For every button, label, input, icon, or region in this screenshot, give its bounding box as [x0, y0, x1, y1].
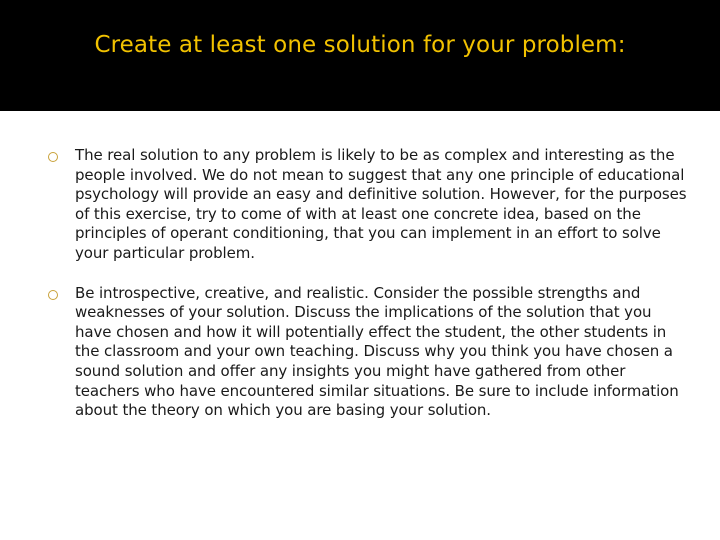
circle-bullet-icon [48, 152, 58, 162]
title-bar [0, 0, 720, 111]
slide-title: Create at least one solution for your problem: [94, 32, 626, 58]
bullet-text: The real solution to any problem is likely to be as complex and interesting as the people involved. We do not mean to suggest that any one principle of educational psychology will provide an easy and definitive solution. However, for the purposes of this exercise, try to come of with at least one concrete idea, based on the principles of operant conditioning, that you can implement in an effort to solve your particular problem. [75, 146, 687, 262]
bullet-item [48, 284, 688, 421]
bullet-list [48, 146, 688, 421]
bullet-item [48, 146, 688, 264]
circle-bullet-icon [48, 290, 58, 300]
bullet-text: Be introspective, creative, and realistic. Consider the possible strengths and weaknesses of your solution. Discuss the implications of the solution that you have chosen and how it will potentially effect the student, the other students in the classroom and your own teaching. Discuss why you think you have chosen a sound solution and offer any insights you might have gathered from other teachers who have encountered similar situations. Be sure to include information about the theory on which you are basing your solution. [75, 283, 679, 420]
